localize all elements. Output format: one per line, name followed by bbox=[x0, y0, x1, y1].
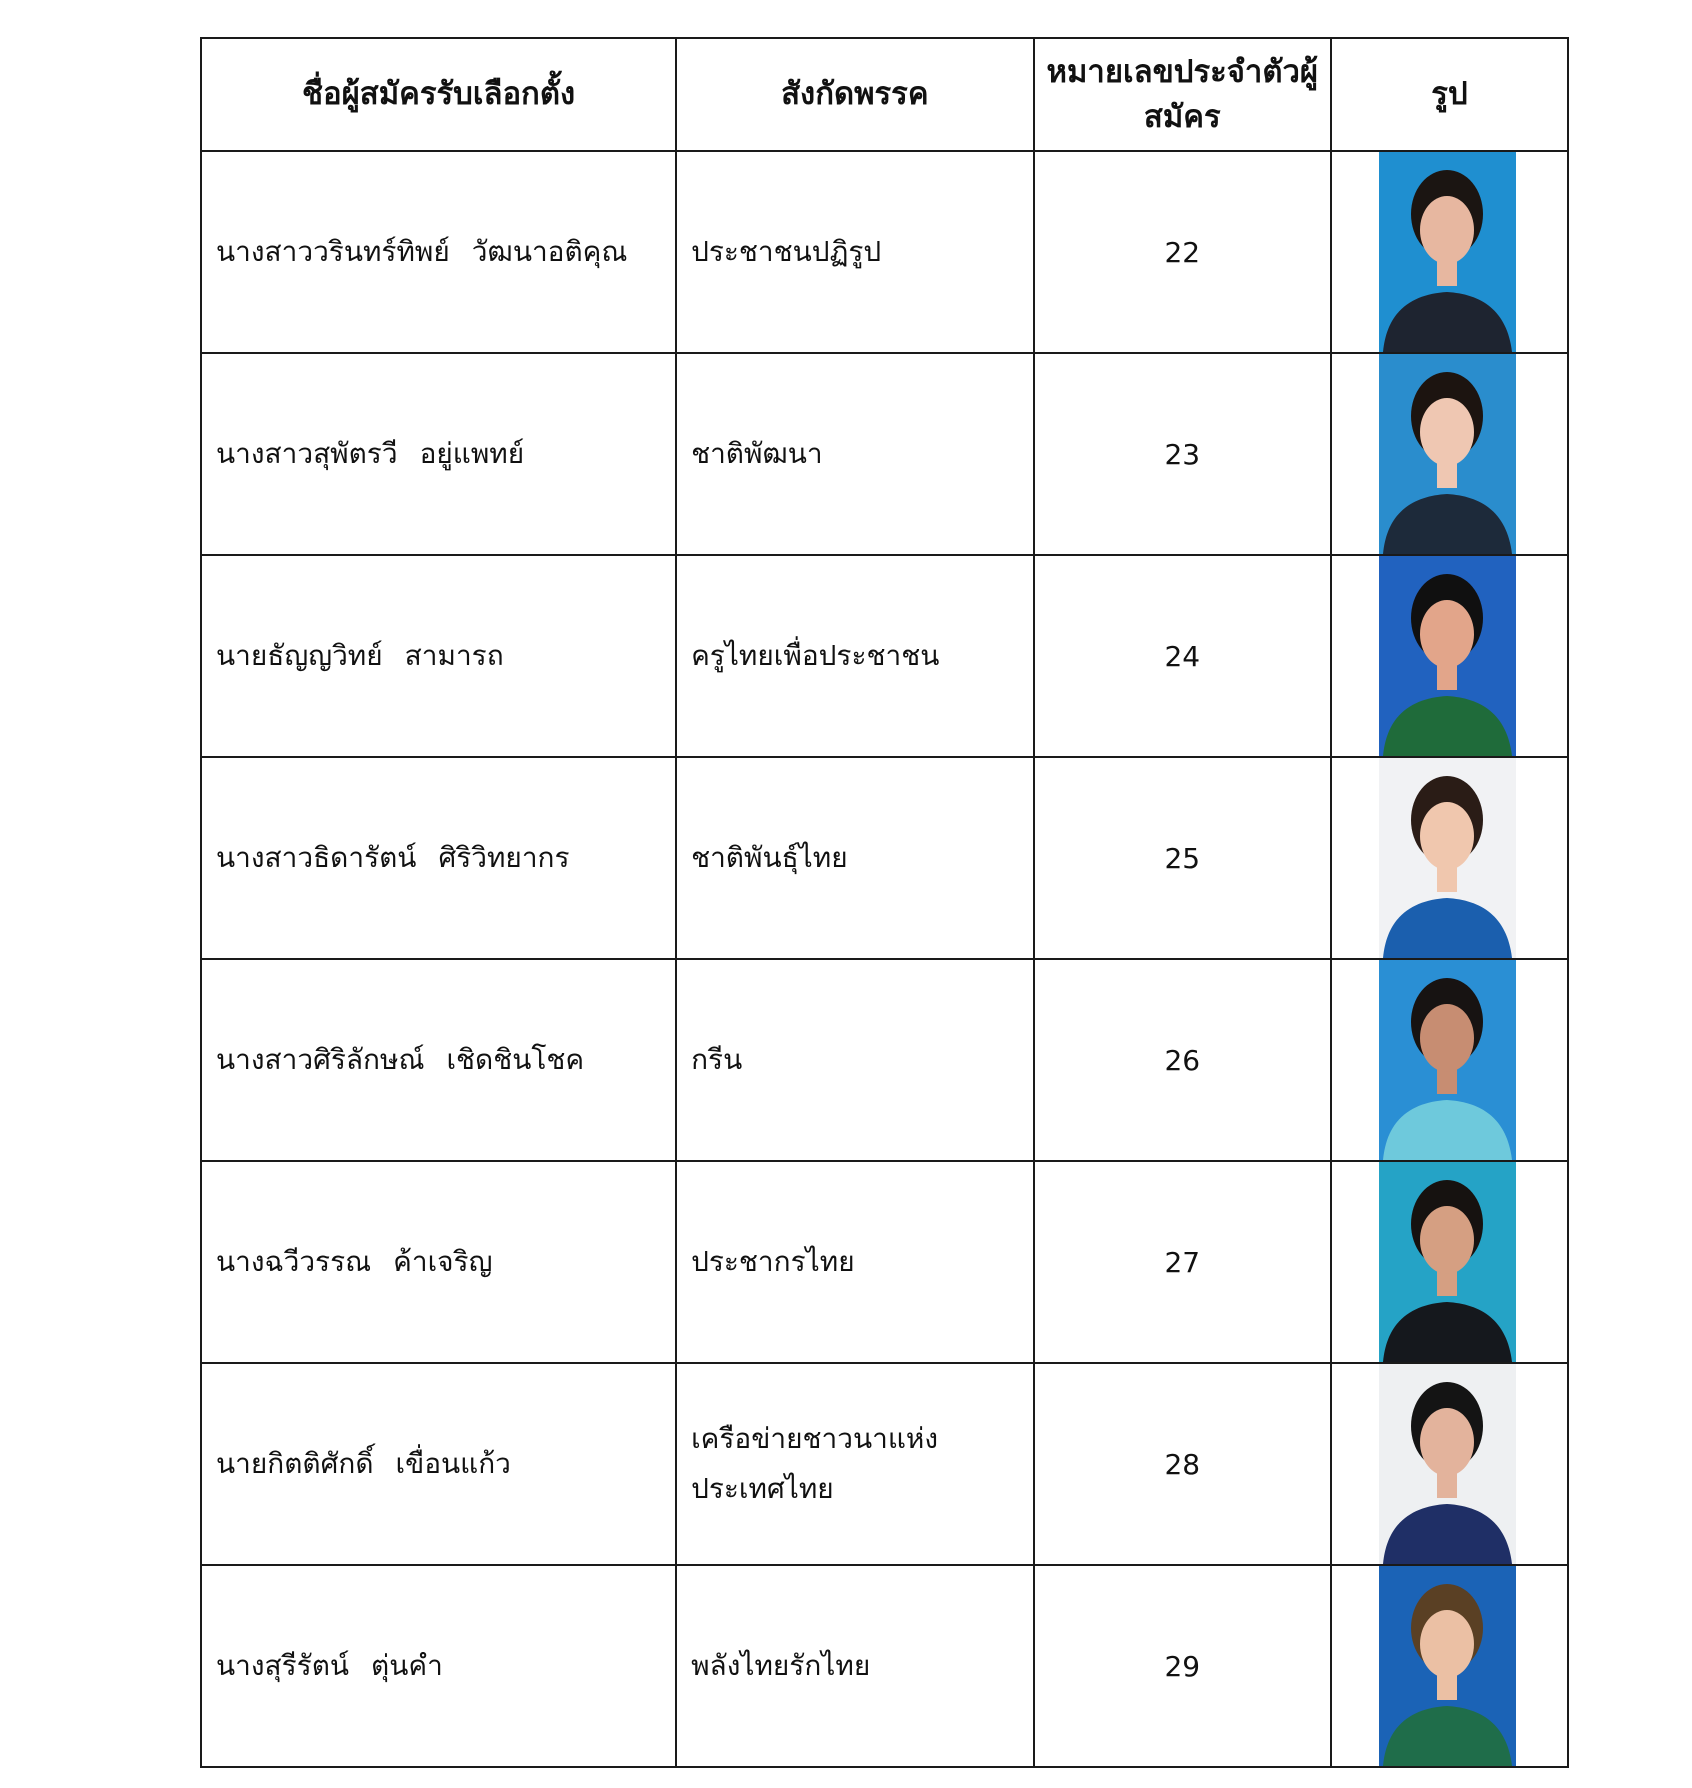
party-cell: ชาติพันธุ์ไทย bbox=[676, 757, 1034, 959]
portrait-image bbox=[1379, 152, 1516, 352]
portrait-image bbox=[1379, 1566, 1516, 1766]
party-line: เครือข่ายชาวนาแห่ง bbox=[691, 1421, 938, 1455]
party-cell bbox=[676, 1363, 1034, 1565]
portrait-face bbox=[1420, 398, 1474, 466]
candidate-number: 29 bbox=[1034, 1565, 1331, 1767]
candidate-last-name: ตุ่นคำ bbox=[371, 1649, 443, 1682]
portrait-face bbox=[1420, 600, 1474, 668]
candidate-last-name: วัฒนาอติคุณ bbox=[471, 235, 628, 268]
header-name: ชื่อผู้สมัครรับเลือกตั้ง bbox=[201, 38, 676, 151]
candidate-photo bbox=[1379, 556, 1516, 756]
header-number: หมายเลขประจำตัวผู้สมัคร bbox=[1034, 38, 1331, 151]
candidate-name-cell bbox=[201, 151, 676, 353]
candidate-name-cell bbox=[201, 757, 676, 959]
candidate-number: 24 bbox=[1034, 555, 1331, 757]
portrait-face bbox=[1420, 802, 1474, 870]
candidate-first-name: นางสาววรินทร์ทิพย์ bbox=[216, 235, 450, 268]
candidate-name-cell bbox=[201, 353, 676, 555]
candidate-photo bbox=[1379, 1162, 1516, 1362]
candidate-first-name: นายกิตติศักดิ์ bbox=[216, 1447, 374, 1480]
header-row bbox=[201, 38, 1568, 151]
candidate-photo bbox=[1379, 152, 1516, 352]
header-photo: รูป bbox=[1331, 38, 1568, 151]
candidate-name-cell bbox=[201, 1565, 676, 1767]
candidate-number: 26 bbox=[1034, 959, 1331, 1161]
party-cell: ประชากรไทย bbox=[676, 1161, 1034, 1363]
candidate-first-name: นางฉวีวรรณ bbox=[216, 1245, 372, 1278]
photo-cell bbox=[1331, 1363, 1568, 1565]
candidate-number: 27 bbox=[1034, 1161, 1331, 1363]
candidate-first-name: นางสุรีรัตน์ bbox=[216, 1649, 350, 1682]
candidate-first-name: นางสาวศิริลักษณ์ bbox=[216, 1043, 425, 1076]
portrait-image bbox=[1379, 1162, 1516, 1362]
photo-cell bbox=[1331, 757, 1568, 959]
table-row bbox=[201, 555, 1568, 757]
photo-cell bbox=[1331, 555, 1568, 757]
candidate-name-cell bbox=[201, 1161, 676, 1363]
candidate-first-name: นางสาวสุพัตรวี bbox=[216, 437, 398, 470]
candidate-name-cell bbox=[201, 1363, 676, 1565]
table-row bbox=[201, 1565, 1568, 1767]
portrait-face bbox=[1420, 1610, 1474, 1678]
portrait-face bbox=[1420, 1004, 1474, 1072]
candidate-name-cell bbox=[201, 959, 676, 1161]
candidate-last-name: เชิดชินโชค bbox=[446, 1043, 585, 1076]
photo-cell bbox=[1331, 1161, 1568, 1363]
table-row bbox=[201, 1363, 1568, 1565]
party-cell: ครูไทยเพื่อประชาชน bbox=[676, 555, 1034, 757]
table-row bbox=[201, 1161, 1568, 1363]
table-row bbox=[201, 151, 1568, 353]
portrait-face bbox=[1420, 196, 1474, 264]
candidate-photo bbox=[1379, 758, 1516, 958]
candidate-number: 28 bbox=[1034, 1363, 1331, 1565]
candidate-last-name: สามารถ bbox=[404, 639, 504, 672]
photo-cell bbox=[1331, 959, 1568, 1161]
table-row bbox=[201, 757, 1568, 959]
candidate-number: 23 bbox=[1034, 353, 1331, 555]
photo-cell bbox=[1331, 353, 1568, 555]
party-cell: ประชาชนปฏิรูป bbox=[676, 151, 1034, 353]
portrait-image bbox=[1379, 758, 1516, 958]
candidate-photo bbox=[1379, 1566, 1516, 1766]
portrait-face bbox=[1420, 1206, 1474, 1274]
candidate-number: 22 bbox=[1034, 151, 1331, 353]
candidate-number: 25 bbox=[1034, 757, 1331, 959]
candidate-photo bbox=[1379, 1364, 1516, 1564]
party-cell: ชาติพัฒนา bbox=[676, 353, 1034, 555]
portrait-image bbox=[1379, 556, 1516, 756]
header-party: สังกัดพรรค bbox=[676, 38, 1034, 151]
candidate-last-name: ศิริวิทยากร bbox=[438, 841, 570, 874]
candidate-name-cell bbox=[201, 555, 676, 757]
table-row bbox=[201, 353, 1568, 555]
portrait-image bbox=[1379, 1364, 1516, 1564]
candidate-photo bbox=[1379, 354, 1516, 554]
candidate-last-name: เขื่อนแก้ว bbox=[395, 1447, 511, 1480]
photo-cell bbox=[1331, 151, 1568, 353]
candidate-photo bbox=[1379, 960, 1516, 1160]
candidate-first-name: นางสาวธิดารัตน์ bbox=[216, 841, 417, 874]
party-line: ประเทศไทย bbox=[691, 1472, 834, 1505]
table-row bbox=[201, 959, 1568, 1161]
portrait-face bbox=[1420, 1408, 1474, 1476]
portrait-image bbox=[1379, 960, 1516, 1160]
candidate-first-name: นายธัญญวิทย์ bbox=[216, 639, 383, 672]
photo-cell bbox=[1331, 1565, 1568, 1767]
candidate-table bbox=[200, 37, 1569, 1768]
portrait-image bbox=[1379, 354, 1516, 554]
candidate-last-name: อยู่แพทย์ bbox=[419, 437, 525, 470]
party-cell: กรีน bbox=[676, 959, 1034, 1161]
candidate-last-name: ค้าเจริญ bbox=[393, 1245, 493, 1278]
party-cell: พลังไทยรักไทย bbox=[676, 1565, 1034, 1767]
